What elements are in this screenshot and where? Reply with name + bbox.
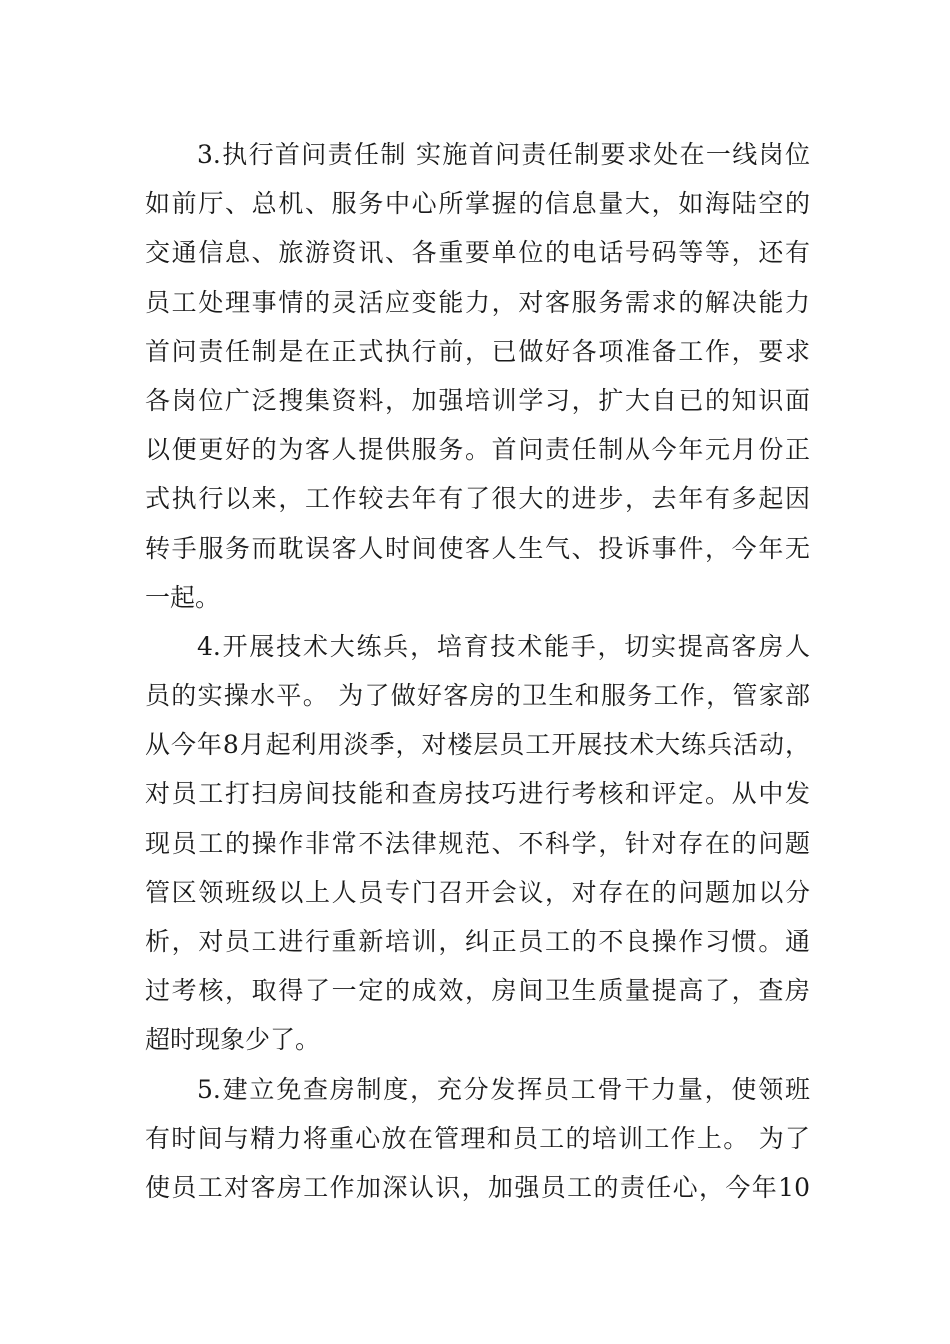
document-body: [145, 130, 810, 1212]
paragraph-4: [145, 622, 810, 1065]
text-line: 使员工对客房工作加深认识，加强员工的责任心，今年10: [145, 1172, 810, 1202]
text-line: 从今年8月起利用淡季，对楼层员工开展技术大练兵活动，: [145, 730, 810, 760]
text-line: 员工处理事情的灵活应变能力，对客服务需求的解决能力: [145, 287, 810, 317]
text-line: 交通信息、旅游资讯、各重要单位的电话号码等等，还有: [145, 238, 810, 268]
text-line: 首问责任制是在正式执行前，已做好各项准备工作，要求: [145, 336, 810, 366]
text-line: 管区领班级以上人员专门召开会议，对存在的问题加以分: [145, 877, 810, 907]
text-line: 一起。: [145, 582, 221, 612]
text-line: 以便更好的为客人提供服务。首问责任制从今年元月份正: [145, 435, 810, 465]
text-line: 对员工打扫房间技能和查房技巧进行考核和评定。从中发: [145, 779, 810, 809]
text-line: 现员工的操作非常不法律规范、不科学，针对存在的问题: [145, 828, 810, 858]
text-line: 4.开展技术大练兵，培育技术能手，切实提高客房人: [197, 631, 810, 661]
text-line: 有时间与精力将重心放在管理和员工的培训工作上。 为了: [145, 1123, 810, 1153]
text-line: 式执行以来，工作较去年有了很大的进步，去年有多起因: [145, 484, 810, 514]
text-line: 如前厅、总机、服务中心所掌握的信息量大，如海陆空的: [145, 189, 810, 219]
text-line: 5.建立免查房制度，充分发挥员工骨干力量，使领班: [197, 1074, 810, 1104]
text-line: 过考核，取得了一定的成效，房间卫生质量提高了，查房: [145, 976, 810, 1006]
paragraph-5: [145, 1065, 810, 1213]
text-line: 员的实操水平。 为了做好客房的卫生和服务工作，管家部: [145, 681, 810, 711]
text-line: 3.执行首问责任制 实施首问责任制要求处在一线岗位: [197, 140, 810, 169]
text-line: 析，对员工进行重新培训，纠正员工的不良操作习惯。通: [145, 927, 810, 956]
text-line: 超时现象少了。: [145, 1025, 321, 1055]
paragraph-3: [145, 130, 810, 622]
text-line: 各岗位广泛搜集资料，加强培训学习，扩大自已的知识面: [145, 385, 810, 415]
text-line: 转手服务而耽误客人时间使客人生气、投诉事件，今年无: [145, 533, 810, 563]
